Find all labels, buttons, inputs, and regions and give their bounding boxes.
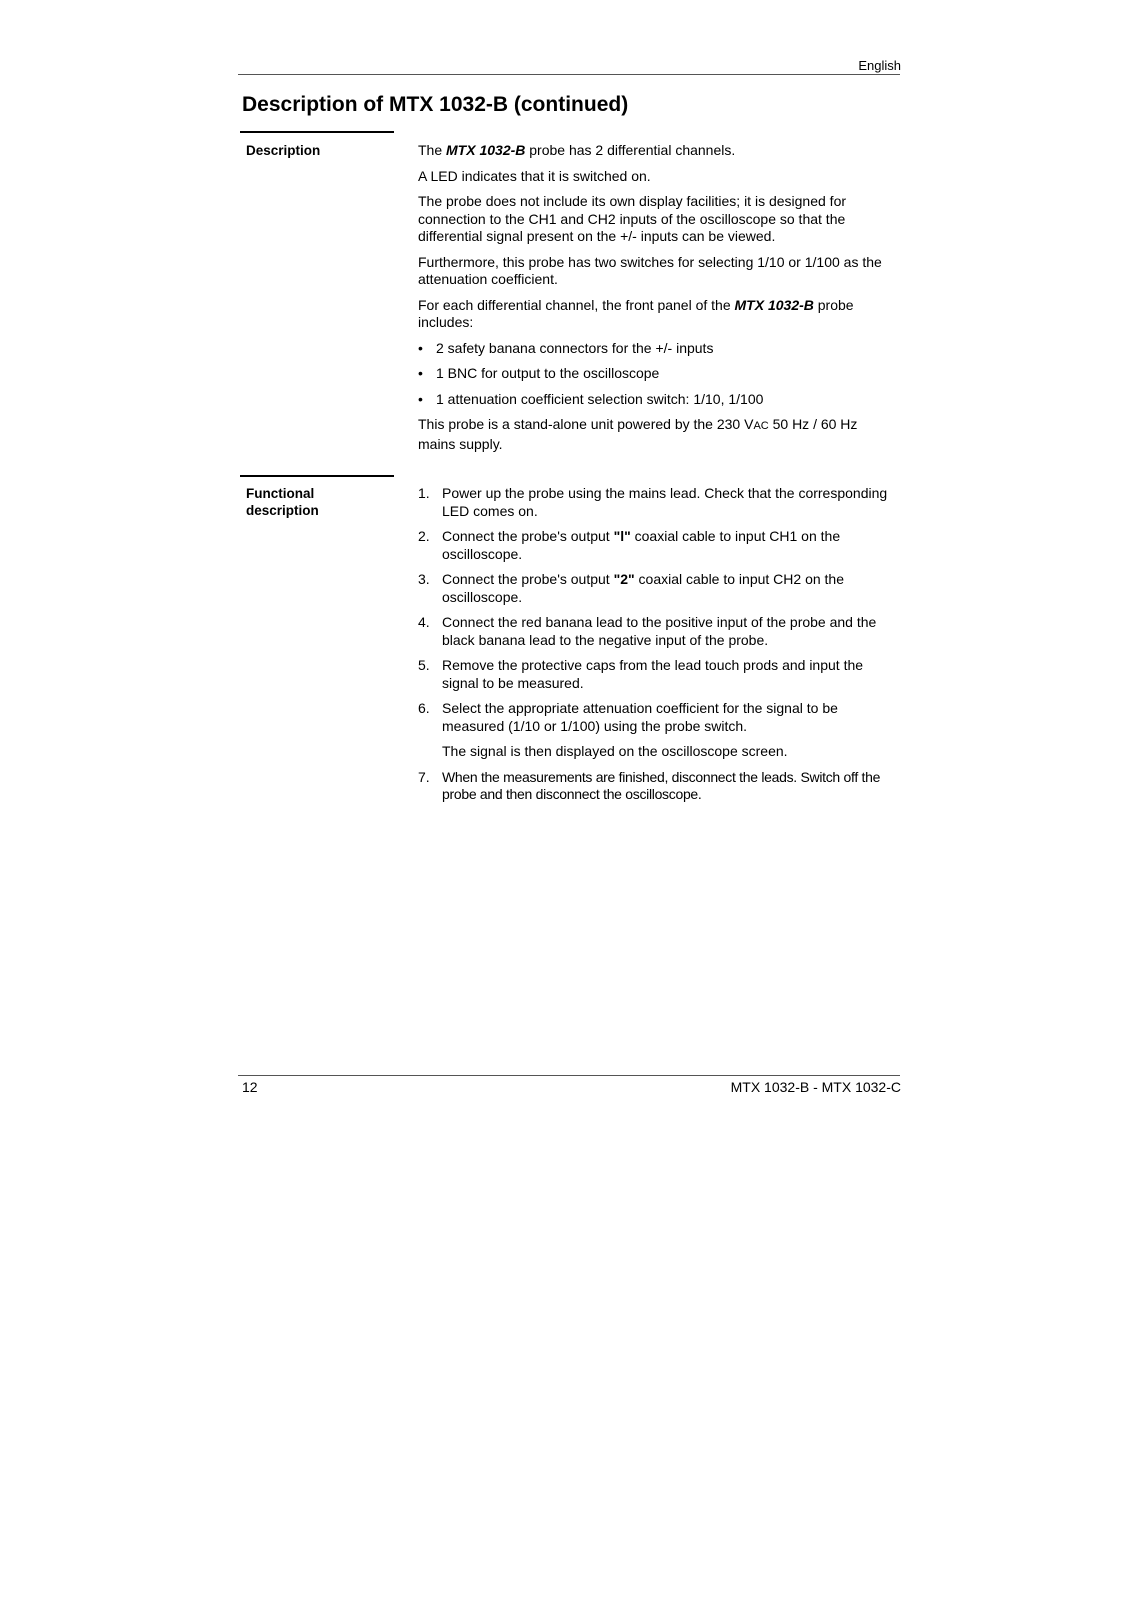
list-item: • 1 BNC for output to the oscilloscope (418, 365, 660, 381)
header-language: English (858, 58, 901, 73)
description-paragraph-5: For each differential channel, the front panel of the MTX 1032-B probe includes: (418, 296, 854, 330)
model-name-emphasis: MTX 1032-B (446, 142, 526, 158)
description-section-label: Description (246, 143, 321, 158)
front-panel-list (418, 340, 893, 409)
step-item: 1. Power up the probe using the mains lead. Check that the corresponding LED comes on. (418, 485, 888, 519)
step-item: 5. Remove the protective caps from the lead touch prods and input the signal to be measured. (418, 657, 864, 691)
step-item: 3. Connect the probe's output "2" coaxial cable to input CH2 on the oscilloscope. (418, 571, 844, 605)
functional-section-rule (240, 475, 394, 477)
functional-section-label: Functional description (246, 486, 319, 518)
list-item: • 2 safety banana connectors for the +/- inputs (418, 339, 714, 356)
page-number: 12 (242, 1079, 258, 1095)
description-paragraph-4: Furthermore, this probe has two switches for selecting 1/10 or 1/100 as the attenuation coefficient. (418, 253, 882, 287)
header-rule (238, 74, 900, 75)
step-item: 6. Select the appropriate attenuation coefficient for the signal to be measured (1/10 or 1/100) using the probe switch. The signal is then displayed on the oscilloscope screen. (418, 700, 893, 761)
description-body (418, 142, 893, 461)
page-title: Description of MTX 1032-B (continued) (242, 93, 629, 116)
functional-body (418, 485, 893, 812)
step-item: 2. Connect the probe's output "l" coaxial cable to input CH1 on the oscilloscope. (418, 528, 841, 562)
bullet-icon: • (418, 365, 423, 381)
step-item: 4. Connect the red banana lead to the positive input of the probe and the black banana lead to the negative input of the probe. (418, 614, 877, 648)
step-item: 7. When the measurements are finished, disconnect the leads. Switch off the probe and then disconnect the oscilloscope. (418, 768, 881, 802)
bullet-icon: • (418, 390, 423, 407)
list-item: • 1 attenuation coefficient selection switch: 1/10, 1/100 (418, 390, 764, 407)
bullet-icon: • (418, 339, 423, 356)
model-name-emphasis: MTX 1032-B (734, 296, 814, 313)
description-paragraph-6: This probe is a stand-alone unit powered by the 230 VAC 50 Hz / 60 Hz mains supply. (418, 416, 858, 452)
description-paragraph-2: A LED indicates that it is switched on. (418, 167, 651, 184)
description-paragraph-3: The probe does not include its own display facilities; it is designed for connection to the CH1 and CH2 inputs of the oscilloscope so that the differential signal present on the +/- inputs can be viewed. (418, 193, 847, 244)
step-note: The signal is then displayed on the oscilloscope screen. (442, 743, 788, 759)
procedure-steps (418, 485, 893, 804)
description-paragraph-1: The MTX 1032-B probe has 2 differential channels. (418, 142, 736, 158)
footer-rule (238, 1075, 900, 1076)
description-section-rule (240, 131, 394, 133)
footer-model: MTX 1032-B - MTX 1032-C (730, 1079, 901, 1095)
